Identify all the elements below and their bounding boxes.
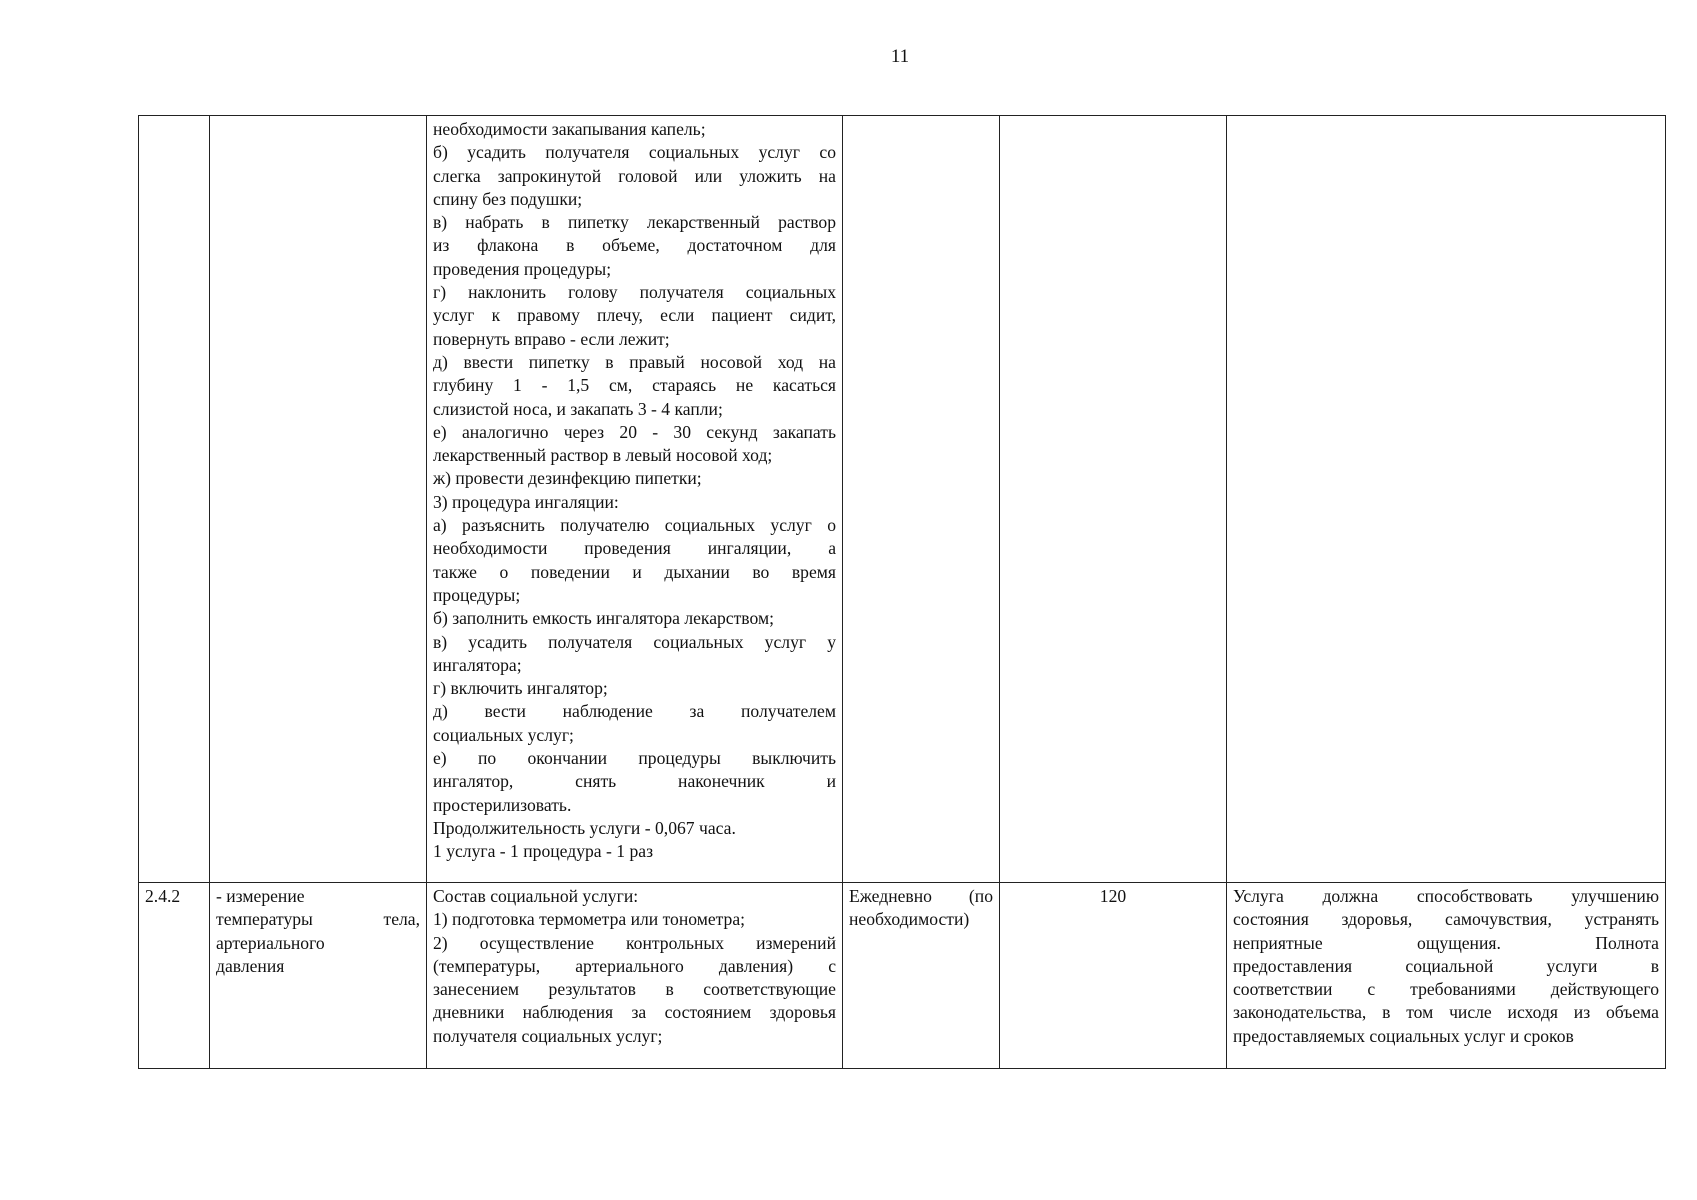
text-line: Ежедневно (по	[849, 886, 993, 906]
text-line: ингалятор, снять наконечник и	[433, 771, 836, 792]
text-line: 1 услуга - 1 процедура - 1 раз	[433, 841, 654, 862]
text-line: в) усадить получателя социальных услуг у	[433, 631, 836, 652]
text-line: артериального	[216, 932, 325, 953]
text-line: давления	[216, 955, 285, 976]
text-line: предоставления социальной услуги в	[1233, 955, 1659, 976]
text-line: из флакона в объеме, достаточном для	[433, 235, 836, 256]
services-table	[138, 115, 1666, 1069]
text-line: необходимости проведения ингаляции, а	[433, 538, 836, 559]
text-line: слегка запрокинутой головой или уложить на	[433, 165, 836, 186]
text-line: также о поведении и дыхании во время	[433, 561, 836, 582]
text-line: слизистой носа, и закапать 3 - 4 капли;	[433, 398, 723, 419]
service-description-cell	[427, 116, 843, 883]
text-line: Услуга должна способствовать улучшению	[1233, 886, 1659, 906]
frequency-cell	[843, 883, 1000, 1069]
service-description-cell	[427, 883, 843, 1069]
text-line: - измерение	[216, 886, 305, 906]
text-line: температуры тела,	[216, 909, 420, 930]
table-row	[139, 116, 1666, 883]
service-name-cell	[210, 116, 427, 883]
text-line: ж) провести дезинфекцию пипетки;	[433, 468, 702, 489]
page-number: 11	[890, 46, 910, 67]
text-line: б) заполнить емкость ингалятора лекарством;	[433, 608, 774, 629]
text-line: необходимости)	[849, 909, 970, 930]
text-line: занесением результатов в соответствующие	[433, 979, 836, 1000]
text-line: неприятные ощущения. Полнота	[1233, 932, 1659, 953]
text-line: д) вести наблюдение за получателем	[433, 701, 836, 722]
amount-cell	[1000, 116, 1227, 883]
text-line: 1) подготовка термометра или тонометра;	[433, 909, 746, 930]
text-line: спину без подушки;	[433, 188, 583, 209]
text-line: социальных услуг;	[433, 724, 574, 745]
text-line: глубину 1 - 1,5 см, стараясь не касаться	[433, 375, 836, 396]
text-line: а) разъяснить получателю социальных услуг о	[433, 515, 836, 536]
text-line: законодательства, в том числе исходя из объема	[1233, 1002, 1659, 1023]
text-line: Продолжительность услуги - 0,067 часа.	[433, 817, 736, 838]
code-cell: 2.4.2	[139, 883, 210, 1069]
text-line: соответствии с требованиями действующего	[1233, 979, 1659, 1000]
frequency-cell	[843, 116, 1000, 883]
code-cell	[139, 116, 210, 883]
text-line: процедуры;	[433, 584, 521, 605]
text-line: г) включить ингалятор;	[433, 678, 608, 699]
text-line: простерилизовать.	[433, 794, 572, 815]
text-line: Состав социальной услуги:	[433, 886, 639, 906]
service-name-cell	[210, 883, 427, 1069]
table-row	[139, 883, 1666, 1069]
amount-cell: 120	[1000, 883, 1227, 1069]
text-line: повернуть вправо - если лежит;	[433, 328, 670, 349]
text-line: (температуры, артериального давления) с	[433, 955, 836, 976]
text-line: г) наклонить голову получателя социальных	[433, 282, 836, 303]
text-line: лекарственный раствор в левый носовой ход;	[433, 445, 773, 466]
text-line: ингалятора;	[433, 654, 522, 675]
text-line: 2) осуществление контрольных измерений	[433, 932, 836, 953]
text-line: д) ввести пипетку в правый носовой ход на	[433, 351, 836, 372]
text-line: получателя социальных услуг;	[433, 1025, 663, 1046]
text-line: проведения процедуры;	[433, 258, 612, 279]
text-line: е) аналогично через 20 - 30 секунд закапать	[433, 421, 836, 442]
text-line: 3) процедура ингаляции:	[433, 491, 619, 512]
text-line: б) усадить получателя социальных услуг со	[433, 142, 836, 163]
text-line: услуг к правому плечу, если пациент сидит,	[433, 305, 836, 326]
text-line: необходимости закапывания капель;	[433, 119, 706, 139]
text-line: состояния здоровья, самочувствия, устранять	[1233, 909, 1659, 930]
quality-cell	[1227, 116, 1666, 883]
text-line: предоставляемых социальных услуг и сроков	[1233, 1025, 1574, 1046]
text-line: е) по окончании процедуры выключить	[433, 748, 836, 769]
quality-cell	[1227, 883, 1666, 1069]
text-line: дневники наблюдения за состоянием здоровья	[433, 1002, 836, 1023]
text-line: в) набрать в пипетку лекарственный раствор	[433, 212, 836, 233]
